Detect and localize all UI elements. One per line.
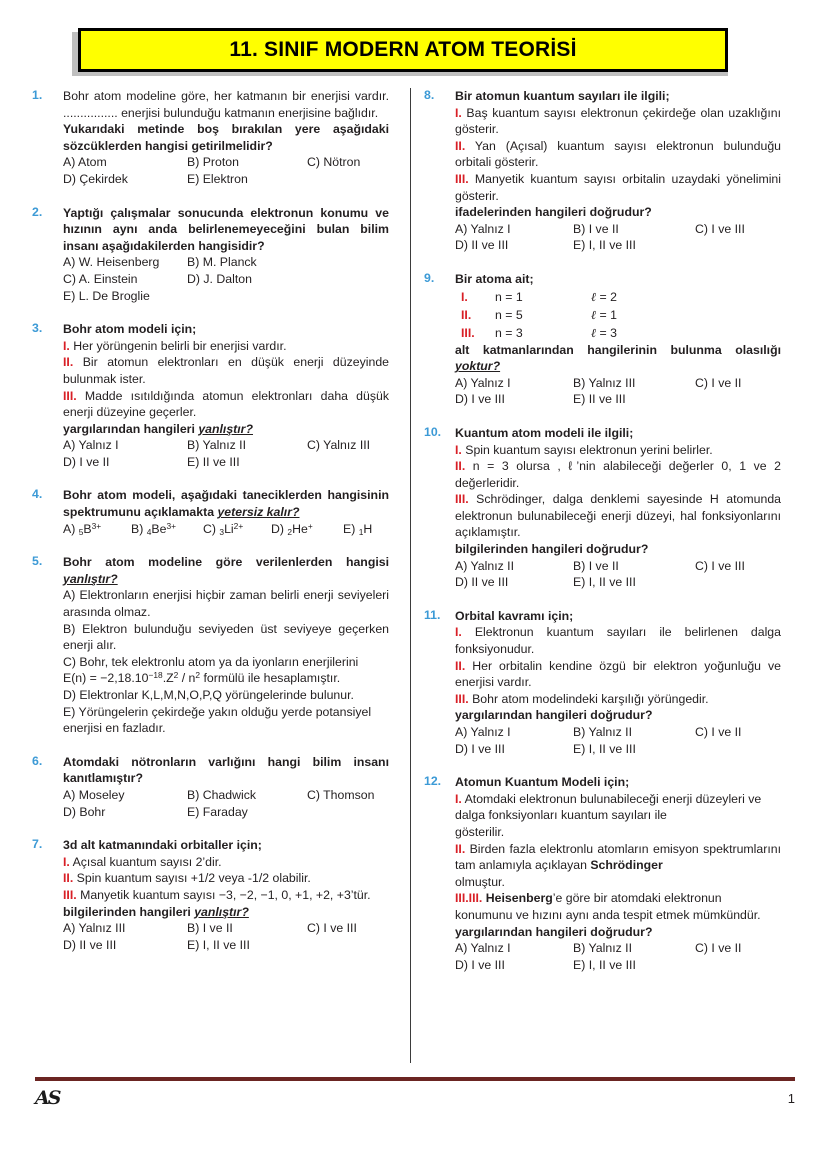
option-b[interactable]: B) I ve II <box>573 221 619 236</box>
charge: + <box>307 520 313 531</box>
option-c[interactable]: C) I ve III <box>307 921 357 936</box>
atomic-number: 2 <box>287 526 293 537</box>
statement-item <box>455 138 781 171</box>
stem-emphasis: yanlıştır? <box>63 571 118 586</box>
roman-numeral: I. <box>455 105 462 120</box>
question-3 <box>32 321 389 470</box>
roman-numeral: I. <box>461 289 468 304</box>
ell-symbol: ℓ <box>591 325 597 340</box>
option-list <box>455 375 781 408</box>
statement-text: Spin kuantum sayısı +1/2 veya -1/2 olabilir. <box>73 871 311 886</box>
statement-item <box>455 105 781 138</box>
question-1 <box>32 88 389 188</box>
question-columns <box>0 88 828 1078</box>
option-d[interactable]: D) Bohr <box>63 804 106 819</box>
stem-text: Bohr atom modeline göre verilenlerden hangisi <box>63 555 389 570</box>
statement-item <box>455 491 781 541</box>
option-e[interactable]: E) Elektron <box>187 171 248 186</box>
page-title: 11. SINIF MODERN ATOM TEORİSİ <box>229 38 577 61</box>
option-b[interactable]: B) Yalnız II <box>187 438 247 453</box>
scientist-name: Heisenberg <box>485 891 553 906</box>
page-number: 1 <box>787 1091 795 1106</box>
question-number: 5. <box>32 554 43 569</box>
roman-numeral: I. <box>455 442 462 457</box>
column-divider <box>410 88 411 1063</box>
statement-item <box>455 691 781 708</box>
question-stem: Bohr atom modeli için; <box>63 322 197 337</box>
question-stem: Atomun Kuantum Modeli için; <box>455 775 630 790</box>
option-e[interactable]: E) $_1$H <box>343 521 373 537</box>
option-row <box>63 154 389 171</box>
statement-text: Birden fazla elektronlu atomların emisyon spektrumlarını tam anlamıyla açıklayan <box>455 841 781 873</box>
question-number: 12. <box>424 774 442 789</box>
question-number: 9. <box>424 270 435 285</box>
question-stem: 3d alt katmanındaki orbitaller için; <box>63 838 262 853</box>
option-row <box>455 741 781 758</box>
quantum-row <box>461 324 781 342</box>
roman-numeral: III. <box>455 891 469 906</box>
question-prompt <box>455 342 781 375</box>
option-b[interactable]: B) I ve II <box>187 921 233 936</box>
angular-quantum-number: ℓ = 1 <box>591 307 617 322</box>
roman-numeral: I. <box>455 791 462 806</box>
question-prompt <box>63 904 389 921</box>
charge: 3+ <box>166 520 176 531</box>
statement-item <box>63 854 389 871</box>
statement-item: III.III. Heisenberg’e göre bir atomdaki elektronun konumunu ve hızını aynı anda tespit etmek mümkündür. <box>455 891 761 922</box>
question-number: 10. <box>424 424 442 439</box>
question-stem: Yaptığı çalışmalar sonucunda elektronun konumu ve hızının aynı anda belirlenemeyeceğini bulan bilim insanı aşağıdakilerden hangisidir? <box>63 205 389 253</box>
title-banner <box>72 28 728 72</box>
question-stem <box>63 487 389 520</box>
question-number: 7. <box>32 837 43 852</box>
question-number: 8. <box>424 88 435 102</box>
question-stem: Orbital kavramı için; <box>455 608 574 623</box>
statement-tail: gösterilir. <box>455 824 505 839</box>
option-a[interactable]: A) Yalnız I <box>63 438 119 453</box>
question-prompt: yargılarından hangileri doğrudur? <box>455 924 653 939</box>
roman-numeral: I. <box>63 854 70 869</box>
question-prompt: Yukarıdaki metinde boş bırakılan yere aşağıdaki sözcüklerden hangisi getirilmelidir? <box>63 122 389 153</box>
option-b[interactable]: B) Yalnız III <box>573 375 636 390</box>
option-c[interactable]: C) I ve III <box>695 558 745 573</box>
question-7 <box>32 837 389 953</box>
option-a[interactable]: A) Yalnız III <box>63 921 126 936</box>
prompt-emphasis: yoktur? <box>455 359 501 374</box>
option-e[interactable]: E) I, II ve III <box>573 741 636 756</box>
principal-quantum-number: n = 3 <box>495 325 523 340</box>
question-number: 11. <box>424 607 441 622</box>
question-number: 2. <box>32 204 43 219</box>
roman-numeral: III. <box>63 388 77 403</box>
footer-divider <box>35 1077 795 1081</box>
option-row <box>63 254 389 271</box>
roman-numeral: I. <box>63 338 70 353</box>
option-d[interactable]: D) I ve III <box>455 392 505 407</box>
option-d[interactable]: D) $_2$He+ <box>271 520 313 537</box>
option-list <box>63 154 389 187</box>
option-c[interactable]: C) I ve III <box>695 221 745 236</box>
question-stem <box>63 554 389 587</box>
option-a[interactable]: A) $_5B^{3+}$ <box>63 520 102 537</box>
option-c[interactable]: C) Thomson <box>307 787 375 802</box>
question-4 <box>32 487 389 537</box>
option-e[interactable]: E) II ve III <box>187 454 240 469</box>
charge: 3+ <box>91 520 102 531</box>
question-number: 1. <box>32 88 43 102</box>
statement-item <box>63 870 389 887</box>
question-6 <box>32 754 389 820</box>
roman-numeral: II. <box>461 307 472 322</box>
option-a[interactable]: A) W. Heisenberg <box>63 255 160 270</box>
statement-item <box>63 887 389 904</box>
option-d[interactable]: D) II ve III <box>63 937 117 952</box>
element-symbol: B <box>83 521 92 536</box>
option-a[interactable]: A) Yalnız I <box>455 375 511 390</box>
option-row <box>63 171 389 188</box>
element-symbol: H <box>363 521 373 536</box>
roman-numeral: III. <box>455 492 469 507</box>
option-a[interactable]: A) Yalnız II <box>455 558 515 573</box>
option-list <box>455 558 781 591</box>
prompt-text: yargılarından hangileri <box>63 421 199 436</box>
option-row <box>455 237 781 254</box>
ell-symbol: ℓ <box>591 289 597 304</box>
option-c[interactable]: C) Yalnız III <box>307 438 371 453</box>
atomic-number: 1 <box>358 526 364 537</box>
option-e[interactable]: E) I, II ve III <box>573 238 636 253</box>
element-symbol: He <box>292 521 308 536</box>
option-c[interactable]: C) A. Einstein <box>63 271 138 286</box>
question-12 <box>424 774 781 973</box>
question-number: 4. <box>32 487 43 502</box>
option-list <box>455 724 781 757</box>
roman-numeral: II. <box>455 138 466 153</box>
question-number: 3. <box>32 321 43 336</box>
statement-text: Elektronun kuantum sayıları ile belirlenen dalga fonksiyonudur. <box>455 625 781 657</box>
statement-text: Spin kuantum sayısı elektronun yerini belirler. <box>461 442 713 457</box>
atomic-number: 4 <box>146 526 152 537</box>
statement-text: ’e göre bir atomdaki elektronun konumunu ve hızını aynı anda tespit etmek mümkündür. <box>455 891 761 922</box>
option-e[interactable]: E) L. De Broglie <box>63 288 150 303</box>
element-symbol: Be <box>151 521 167 536</box>
option-d[interactable]: D) I ve III <box>455 741 505 756</box>
statement-item <box>455 791 781 824</box>
option-d[interactable]: D) II ve III <box>455 238 509 253</box>
roman-numeral: III. <box>63 887 77 902</box>
option-b[interactable]: B) Elektron bulunduğu seviyeden üst seviyeye geçerken enerji alır. <box>63 621 389 653</box>
option-d[interactable]: D) J. Dalton <box>187 271 252 286</box>
option-b[interactable]: B) Yalnız II <box>573 725 633 739</box>
option-c[interactable]: C) I ve II <box>695 725 742 739</box>
option-e[interactable]: E) Faraday <box>187 804 248 819</box>
statement-item <box>455 458 781 491</box>
option-d[interactable]: D) Çekirdek <box>63 171 128 186</box>
quantum-row <box>461 306 781 324</box>
prompt-emphasis: yanlıştır? <box>194 904 249 919</box>
statement-item <box>455 442 781 459</box>
scientist-name: Schrödinger <box>590 858 663 873</box>
statement-item <box>63 388 389 421</box>
prompt-emphasis: yanlıştır? <box>198 421 253 436</box>
banner-box <box>78 28 728 72</box>
roman-numeral: II. <box>455 658 466 673</box>
question-number: 6. <box>32 753 43 768</box>
question-stem: Bir atomun kuantum sayıları ile ilgili; <box>455 89 670 103</box>
roman-numeral: II. <box>63 871 74 886</box>
statement-text: Açısal kuantum sayısı 2’dir. <box>69 854 222 869</box>
statement-text: Madde ısıtıldığında atomun elektronları daha düşük enerji düzeyine geçerler. <box>63 388 389 420</box>
option-row <box>63 804 389 821</box>
option-e[interactable]: E) II ve III <box>573 392 626 407</box>
option-row <box>63 787 389 804</box>
option-row <box>455 391 781 408</box>
roman-numeral: I. <box>455 625 462 640</box>
statement-item <box>455 658 781 691</box>
statement-text: Baş kuantum sayısı elektronun çekirdeğe olan uzaklığını gösterir. <box>455 105 781 137</box>
option-row <box>455 558 781 575</box>
option-list <box>63 920 389 953</box>
statement-text: Manyetik kuantum sayısı −3, −2, −1, 0, +1, +2, +3’tür. <box>76 887 371 902</box>
option-c[interactable]: C) Nötron <box>307 155 361 170</box>
option-e[interactable]: E) I, II ve III <box>573 575 636 590</box>
option-e[interactable]: E) I, II ve III <box>573 957 636 972</box>
question-10 <box>424 425 781 591</box>
question-2 <box>32 205 389 305</box>
stem-text: Bohr atom modeli, aşağıdaki taneciklerden hangisinin spektrumunu açıklamakta <box>63 488 389 520</box>
question-prompt: yargılarından hangileri doğrudur? <box>455 708 653 723</box>
chem-option-list <box>63 521 389 538</box>
element-symbol: Li <box>224 521 234 536</box>
statement-text: n = 3 olursa , ℓ’nin alabileceği değerler 0, 1 ve 2 değerleridir. <box>455 459 781 490</box>
roman-numeral: II. <box>455 841 466 856</box>
question-stem: Bohr atom modeline göre, her katmanın bir enerjisi vardır. ................ enerjisi bulunduğu katmanın enerjisine bağlıdır. <box>63 89 389 120</box>
option-row <box>455 940 781 957</box>
statement-tail: olmuştur. <box>455 874 505 889</box>
stem-emphasis: yetersiz kalır? <box>217 505 300 520</box>
energy-formula: $E(n) = -2,18.10^{-18}.Z^2 / n^2$ formülü ile hesaplamıştır. <box>63 670 341 686</box>
angular-quantum-number: ℓ = 3 <box>591 325 617 340</box>
right-column <box>424 88 781 990</box>
left-column <box>32 88 389 970</box>
statement-text: Bohr atom modelindeki karşılığı yörüngedir. <box>468 691 709 706</box>
option-a[interactable]: A) Atom <box>63 155 107 170</box>
option-a[interactable]: A) Elektronların enerjisi hiçbir zaman belirli enerji seviyeleri arasında olmaz. <box>63 588 389 620</box>
option-c[interactable]: C) I ve II <box>695 375 742 390</box>
option-row <box>63 271 389 288</box>
option-row <box>63 454 389 471</box>
quantum-number-table <box>461 288 781 342</box>
question-prompt <box>63 421 389 438</box>
principal-quantum-number: n = 1 <box>495 289 523 304</box>
question-11 <box>424 608 781 757</box>
option-c[interactable]: C) I ve II <box>695 941 742 956</box>
roman-numeral: II. <box>455 459 466 474</box>
statement-item <box>63 354 389 387</box>
option-e[interactable]: E) I, II ve III <box>187 937 250 952</box>
option-d[interactable]: D) II ve III <box>455 575 509 590</box>
statement-text: Yan (Açısal) kuantum sayısı elektronun bulunduğu orbitali gösterir. <box>455 138 781 170</box>
question-prompt: ifadelerinden hangileri doğrudur? <box>455 205 652 220</box>
prompt-text: bilgilerinden hangileri <box>63 904 195 919</box>
question-8 <box>424 88 781 254</box>
question-stem: Atomdaki nötronların varlığını hangi bilim insanı kanıtlamıştır? <box>63 754 389 786</box>
option-c[interactable]: C) Bohr, tek elektronlu atom ya da iyonların enerjilerini <box>63 654 359 669</box>
statement-text: Her orbitalin kendine özgü bir elektron yoğunluğu ve enerjisi vardır. <box>455 658 781 690</box>
page-footer <box>35 1085 795 1125</box>
option-row <box>63 288 389 305</box>
statement-text: Bir atomun elektronları en düşük enerji düzeyinde bulunmak ister. <box>63 355 389 386</box>
quantum-row <box>461 288 781 306</box>
option-row <box>455 375 781 392</box>
angular-quantum-number: ℓ = 2 <box>591 289 617 304</box>
option-row <box>455 724 781 741</box>
option-b[interactable]: B) M. Planck <box>187 255 257 270</box>
ell-symbol: ℓ <box>591 307 597 322</box>
roman-numeral: III. <box>455 691 469 706</box>
atomic-number: 3 <box>219 526 225 537</box>
roman-numeral: II. <box>63 355 74 370</box>
option-b[interactable]: B) Proton <box>187 155 239 170</box>
option-list <box>63 787 389 820</box>
option-list <box>455 221 781 254</box>
statement-item <box>63 338 389 355</box>
option-list <box>455 940 781 973</box>
option-row <box>455 957 781 974</box>
atomic-number: 5 <box>78 526 84 537</box>
option-row <box>63 437 389 454</box>
option-b[interactable]: B) Chadwick <box>187 787 257 802</box>
option-list <box>63 437 389 470</box>
option-c[interactable]: C) $_3Li^{2+}$ <box>203 520 244 537</box>
principal-quantum-number: n = 5 <box>495 307 523 322</box>
option-row <box>63 937 389 954</box>
option-b[interactable]: B) Yalnız II <box>573 941 633 956</box>
statement-text: Schrödinger, dalga denklemi sayesinde H atomunda elektronun bulunabileceği enerji düzeyi, hal fonksiyonlarını açıklamıştır. <box>455 492 781 540</box>
option-e[interactable]: E) Yörüngelerin çekirdeğe yakın olduğu yerde potansiyel enerjisi en fazladır. <box>63 704 372 736</box>
option-b[interactable]: B) $_4Be^{3+}$ <box>131 520 176 537</box>
roman-numeral: III. <box>461 325 475 340</box>
statement-text: Her yörüngenin belirli bir enerjisi vardır. <box>69 338 287 353</box>
option-d[interactable]: D) Elektronlar K,L,M,N,O,P,Q yörüngelerinde bulunur. <box>63 688 354 702</box>
option-list <box>63 254 389 304</box>
option-a[interactable]: A) Yalnız I <box>455 941 511 956</box>
statement-text: Atomdaki elektronun bulunabileceği enerji düzeyleri ve dalga fonksiyonları kuantum sayıları ile <box>455 791 762 823</box>
statement-item <box>455 624 781 657</box>
option-a[interactable]: A) Moseley <box>63 787 125 802</box>
question-stem: Bir atoma ait; <box>455 271 534 286</box>
charge: 2+ <box>233 520 244 531</box>
question-stem: Kuantum atom modeli ile ilgili; <box>455 425 634 440</box>
option-d[interactable]: D) I ve II <box>63 454 110 469</box>
question-prompt: bilgilerinden hangileri doğrudur? <box>455 542 649 557</box>
question-9 <box>424 271 781 408</box>
statement-item <box>455 841 781 874</box>
question-5 <box>32 554 389 737</box>
option-row <box>63 920 389 937</box>
option-a[interactable]: A) Yalnız I <box>455 221 511 236</box>
statement-item <box>455 171 781 204</box>
statement-text: Manyetik kuantum sayısı orbitalin uzaydaki yönelimini gösterir. <box>455 171 781 203</box>
option-a[interactable]: A) Yalnız I <box>455 725 511 739</box>
option-row <box>455 574 781 591</box>
roman-numeral: III. <box>455 171 469 186</box>
option-b[interactable]: B) I ve II <box>573 558 619 573</box>
option-row <box>455 221 781 238</box>
prompt-text: alt katmanlarından hangilerinin bulunma olasılığı <box>455 342 781 357</box>
option-d[interactable]: D) I ve III <box>455 957 505 972</box>
publisher-logo: AS <box>35 1087 60 1109</box>
